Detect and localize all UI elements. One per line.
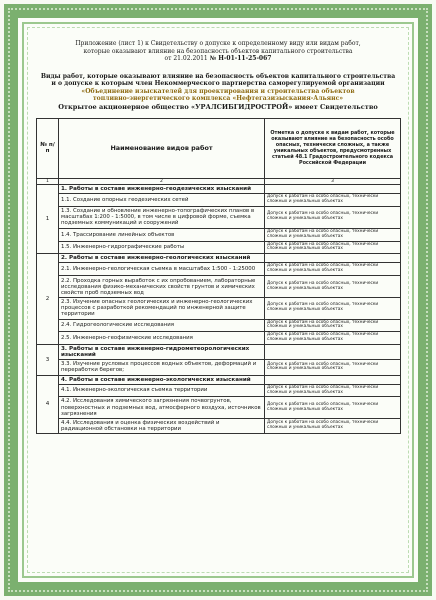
organization-name-1: «Объединение изыскателей для проектирования и строительства объектов	[81, 87, 355, 95]
column-number: 2	[59, 178, 265, 184]
table-row	[37, 193, 401, 206]
organization-name-2: топливно-энергетического комплекса «Нефтегазизыскания-Альянс»	[92, 95, 344, 102]
annex-date-line	[36, 55, 400, 63]
table-row	[37, 418, 401, 433]
section-permission-cell	[265, 375, 401, 384]
heading-line-2: и о допуске к которым член Некоммерческого партнерства саморегулируемой организации	[51, 80, 385, 88]
permission-note: Допуск к работам на особо опасных, технически сложных и уникальных объектах	[265, 319, 401, 332]
work-type: 4.4. Исследования и оценка физических воздействий и радиационной обстановки на территории	[59, 418, 265, 433]
document-heading	[36, 73, 400, 112]
work-type: 2.3. Изучение опасных геологических и инженерно-геологических процессов с разработкой рекомендаций по инженерной защите территории	[59, 298, 265, 319]
group-number: 4	[37, 375, 59, 433]
table-row	[37, 298, 401, 319]
annex-header	[36, 40, 400, 63]
table-row	[37, 397, 401, 418]
table-row	[37, 332, 401, 345]
work-type: 2.5. Инженерно-геофизические исследования	[59, 332, 265, 345]
table-row	[37, 241, 401, 254]
work-type: 2.1. Инженерно-геологическая съемка в масштабах 1:500 - 1:25000	[59, 263, 265, 276]
work-type: 2.4. Гидрогеологические исследования	[59, 319, 265, 332]
table-row	[37, 228, 401, 241]
certificate-number: № Н-01-11-25-067	[209, 55, 272, 63]
permission-note: Допуск к работам на особо опасных, технически сложных и уникальных объектах	[265, 276, 401, 298]
permission-note: Допуск к работам на особо опасных, технически сложных и уникальных объектах	[265, 360, 401, 375]
header-work-name: Наименование видов работ	[59, 118, 265, 178]
section-title: 4. Работы в составе инженерно-экологических изысканий	[59, 375, 265, 384]
works-table	[36, 118, 401, 434]
permission-note: Допуск к работам на особо опасных, технически сложных и уникальных объектах	[265, 397, 401, 418]
section-title-row	[37, 184, 401, 193]
table-row	[37, 360, 401, 375]
document-content	[36, 40, 400, 580]
work-type: 1.3. Создание и обновление инженерно-топографических планов в масштабах 1:200 - 1:5000, в том числе в цифровой форме, съемка подземных коммуникаций и сооружений	[59, 206, 265, 228]
annex-line-2: которые оказывают влияние на безопасность объектов капитального строительства	[83, 47, 353, 55]
header-permission-note: Отметка о допуске к видам работ, которые оказывают влияние на безопасность особо опасных, технически сложных, а также уникальных объектов, предусмотренных статьей 48.1 Градостроительного кодекса Российской Федерации	[265, 118, 401, 178]
permission-note: Допуск к работам на особо опасных, технически сложных и уникальных объектах	[265, 228, 401, 241]
section-permission-cell	[265, 184, 401, 193]
group-number: 2	[37, 254, 59, 345]
work-type: 4.1. Инженерно-экологическая съемка территории	[59, 384, 265, 397]
section-title-row	[37, 375, 401, 384]
permission-note: Допуск к работам на особо опасных, технически сложных и уникальных объектах	[265, 206, 401, 228]
permission-note: Допуск к работам на особо опасных, технически сложных и уникальных объектах	[265, 418, 401, 433]
work-type: 1.4. Трассирование линейных объектов	[59, 228, 265, 241]
permission-note: Допуск к работам на особо опасных, технически сложных и уникальных объектах	[265, 193, 401, 206]
permission-note: Допуск к работам на особо опасных, технически сложных и уникальных объектах	[265, 241, 401, 254]
annex-date: от 21.02.2011	[164, 55, 208, 63]
table-row	[37, 276, 401, 298]
header-number: № п/п	[37, 118, 59, 178]
work-type: 4.2. Исследования химического загрязнения почвогрунтов, поверхностных и подземных вод, атмосферного воздуха, источников загрязнения	[59, 397, 265, 418]
section-title: 3. Работы в составе инженерно-гидрометеорологических изысканий	[59, 345, 265, 360]
group-number: 1	[37, 184, 59, 254]
table-header-row	[37, 118, 401, 178]
work-type: 3.3. Изучение русловых процессов водных объектов, деформаций и переработки берегов;	[59, 360, 265, 375]
column-number: 1	[37, 178, 59, 184]
work-type: 1.5. Инженерно-гидрографические работы	[59, 241, 265, 254]
company-name: Открытое акционерное общество «УРАЛСИБГИДРОСТРОЙ» имеет Свидетельство	[58, 103, 378, 112]
permission-note: Допуск к работам на особо опасных, технически сложных и уникальных объектах	[265, 384, 401, 397]
section-permission-cell	[265, 254, 401, 263]
work-type: 1.1. Создание опорных геодезических сетей	[59, 193, 265, 206]
section-title: 2. Работы в составе инженерно-геологических изысканий	[59, 254, 265, 263]
table-row	[37, 206, 401, 228]
annex-line-1: Приложение (лист 1) к Свидетельству о допуске к определенному виду или видам работ,	[75, 40, 361, 47]
permission-note: Допуск к работам на особо опасных, технически сложных и уникальных объектах	[265, 298, 401, 319]
group-number: 3	[37, 345, 59, 375]
table-row	[37, 263, 401, 276]
permission-note: Допуск к работам на особо опасных, технически сложных и уникальных объектах	[265, 263, 401, 276]
column-number: 3	[265, 178, 401, 184]
table-row	[37, 319, 401, 332]
section-title: 1. Работы в составе инженерно-геодезических изысканий	[59, 184, 265, 193]
table-row	[37, 384, 401, 397]
work-type: 2.2. Проходка горных выработок с их опробованием, лабораторные исследования физико-механических свойств грунтов и химических свойств проб подземных вод	[59, 276, 265, 298]
heading-line-1: Виды работ, которые оказывают влияние на безопасность объектов капитального строительства	[40, 72, 396, 80]
section-title-row	[37, 345, 401, 360]
section-title-row	[37, 254, 401, 263]
permission-note: Допуск к работам на особо опасных, технически сложных и уникальных объектах	[265, 332, 401, 345]
section-permission-cell	[265, 345, 401, 360]
